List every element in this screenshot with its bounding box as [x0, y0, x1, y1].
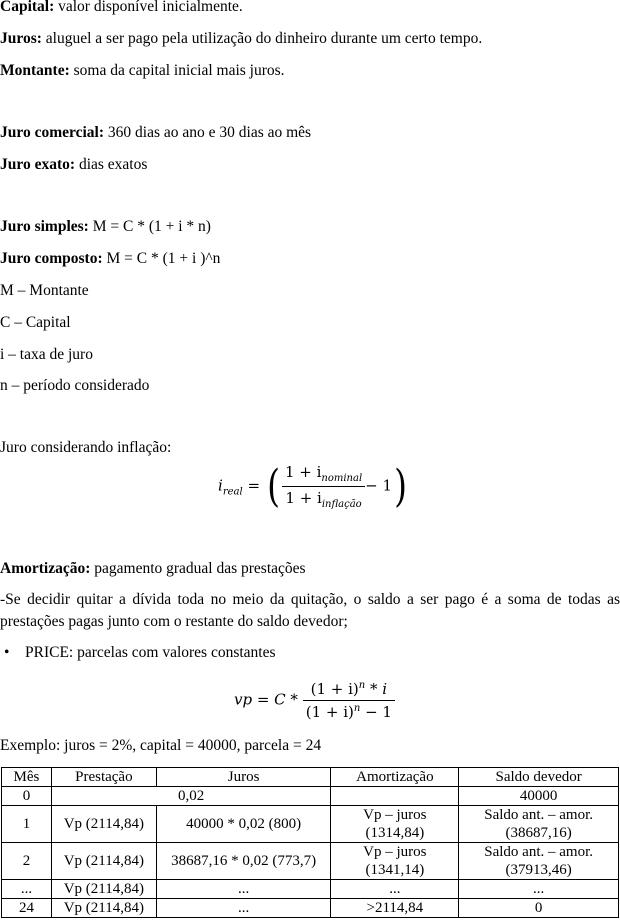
inflation-formula: $i_{real}$ = ( $\frac{1 + i_{nominal}}{1 + i_{inflação}}$ − 1) — [218, 460, 408, 512]
cell-juros: 40000 * 0,02 (800) — [156, 806, 331, 843]
cell-amortizacao — [331, 787, 459, 806]
var-m: M – Montante — [0, 282, 89, 299]
cell-prestacao: Vp (2114,84) — [51, 880, 156, 899]
inflation-heading: Juro considerando inflação: — [0, 439, 172, 456]
cell-saldo: Saldo ant. – amor. (37913,46) — [459, 843, 619, 880]
cell-mes: ... — [2, 880, 52, 899]
var-c: C – Capital — [0, 314, 71, 331]
example-line: Exemplo: juros = 2%, capital = 40000, parcela = 24 — [0, 737, 322, 754]
cell-mes: 24 — [2, 899, 52, 918]
amortizacao: Amortização: pagamento gradual das prestações — [0, 560, 306, 577]
cell-saldo: 40000 — [459, 787, 619, 806]
cell-prestacao: Vp (2114,84) — [51, 843, 156, 880]
table-row — [2, 880, 619, 899]
juro-simples: Juro simples: M = C * (1 + i * n) — [0, 218, 211, 235]
cell-amortizacao: ... — [331, 880, 459, 899]
header-juros: Juros — [156, 768, 331, 787]
cell-amortizacao: >2114,84 — [331, 899, 459, 918]
cell-mes: 0 — [2, 787, 52, 806]
def-montante: Montante: soma da capital inicial mais juros. — [0, 62, 285, 79]
cell-amortizacao: Vp – juros (1314,84) — [331, 806, 459, 843]
cell-juros: ... — [156, 880, 331, 899]
amortization-table — [1, 767, 619, 918]
quit-paragraph: -Se decidir quitar a dívida toda no meio da quitação, o saldo a ser pago é a soma de todas as prestações pagas junto com o restante do saldo devedor; — [0, 591, 620, 630]
cell-saldo: ... — [459, 880, 619, 899]
cell-juros: ... — [156, 899, 331, 918]
header-amortizacao: Amortização — [331, 768, 459, 787]
price-formula: vp = C * $\frac{(1 + i)^n * i}{(1 + i)^n - 1}$ — [234, 680, 395, 721]
var-n: n – período considerado — [0, 377, 150, 394]
cell-mes: 2 — [2, 843, 52, 880]
cell-prestacao: Vp (2114,84) — [51, 806, 156, 843]
juro-composto: Juro composto: M = C * (1 + i )^n — [0, 250, 221, 267]
table-header-row — [2, 768, 619, 787]
header-mes: Mês — [2, 768, 52, 787]
table-row — [2, 843, 619, 880]
cell-saldo: 0 — [459, 899, 619, 918]
cell-amortizacao: Vp – juros (1341,14) — [331, 843, 459, 880]
juro-exato: Juro exato: dias exatos — [0, 156, 148, 173]
header-prestacao: Prestação — [51, 768, 156, 787]
table-row — [2, 787, 619, 806]
table-row — [2, 806, 619, 843]
juro-comercial: Juro comercial: 360 dias ao ano e 30 dias ao mês — [0, 124, 312, 141]
header-saldo: Saldo devedor — [459, 768, 619, 787]
cell-mes: 1 — [2, 806, 52, 843]
cell-saldo: Saldo ant. – amor. (38687,16) — [459, 806, 619, 843]
bullet-icon: • — [4, 644, 10, 661]
table-row — [2, 899, 619, 918]
def-capital: Capital: valor disponível inicialmente. — [0, 0, 243, 15]
cell-juros: 38687,16 * 0,02 (773,7) — [156, 843, 331, 880]
cell-juros: 0,02 — [51, 787, 331, 806]
cell-prestacao: Vp (2114,84) — [51, 899, 156, 918]
var-i: i – taxa de juro — [0, 346, 93, 363]
def-juros: Juros: aluguel a ser pago pela utilização do dinheiro durante um certo tempo. — [0, 30, 483, 47]
